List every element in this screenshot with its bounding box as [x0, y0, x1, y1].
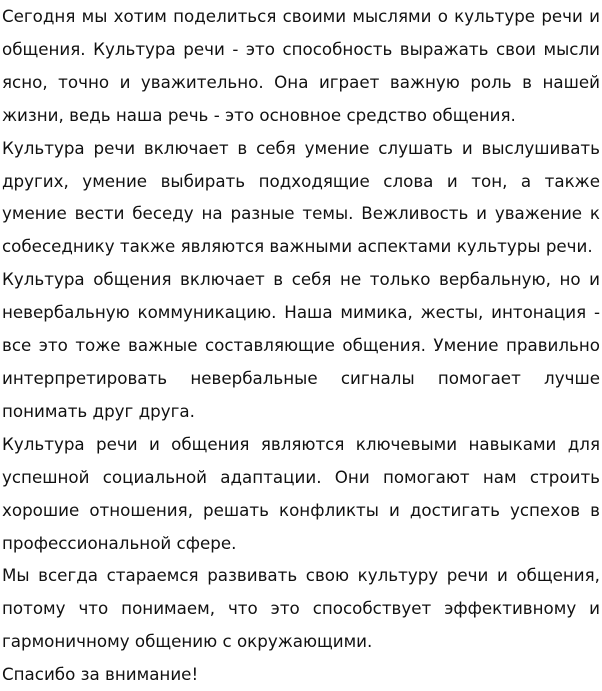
document-body: [2, 0, 600, 691]
paragraph-communication: Культура общения включает в себя не только вербальную, но и невербальную коммуникацию. Наша мимика, жесты, интонация - все это тоже важные составляющие общения. Умение правильно интерпретировать невербальные сигналы помогает лучше понимать друг друга.: [2, 269, 600, 421]
paragraph-conclusion: Мы всегда стараемся развивать свою культуру речи и общения, потому что понимаем, что это способствует эффективному и гармоничному общению с окружающими.: [2, 565, 600, 652]
paragraph-key-skills: Культура речи и общения являются ключевыми навыками для успешной социальной адаптации. Они помогают нам строить хорошие отношения, решать конфликты и достигать успехов в профессиональной сфере.: [2, 433, 600, 553]
paragraph-intro: Сегодня мы хотим поделиться своими мыслями о культуре речи и общения. Культура речи - это способность выражать свои мысли ясно, точно и уважительно. Она играет важную роль в нашей жизни, ведь наша речь - это основное средство общения.: [2, 6, 600, 125]
paragraph-thanks: Спасибо за внимание!: [2, 664, 199, 685]
paragraph-speech-skills: Культура речи включает в себя умение слушать и выслушивать других, умение выбирать подходящие слова и тон, а также умение вести беседу на разные темы. Вежливость и уважение к собеседнику также являются важными аспектами культуры речи.: [2, 137, 600, 257]
